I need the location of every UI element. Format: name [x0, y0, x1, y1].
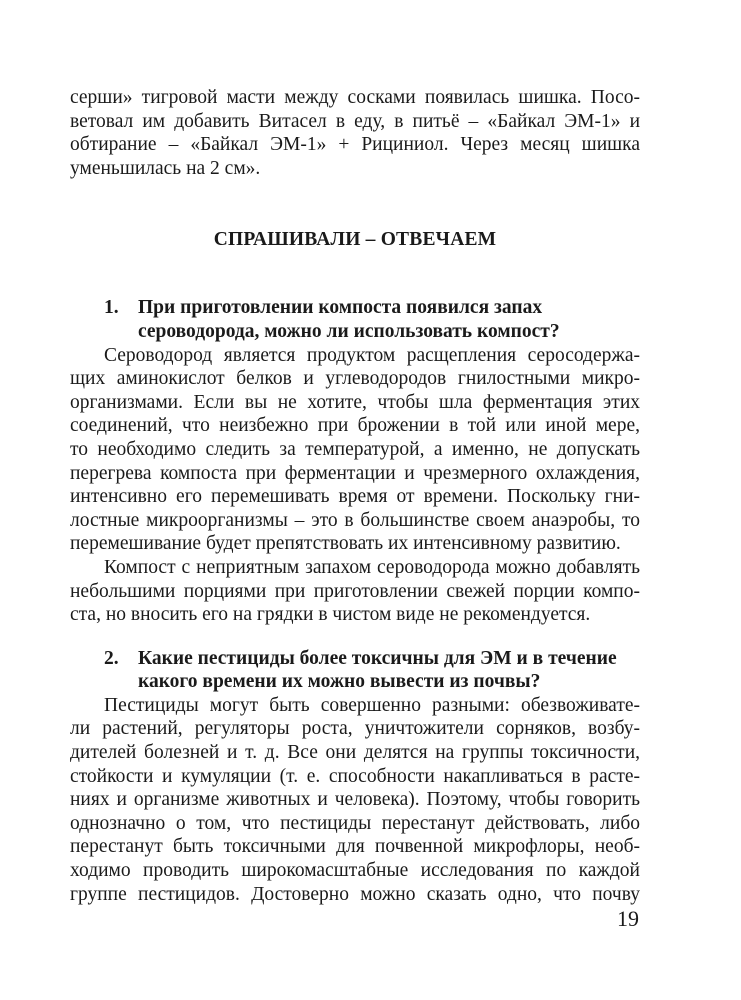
question-title-line: Какие пестициды более токсичны для ЭМ и в течение [138, 647, 617, 669]
question-title [70, 320, 640, 344]
text-line: перемешивание будет препятствовать их интенсивному развитию. [70, 533, 621, 555]
intro-paragraph [70, 86, 640, 180]
text-line: серши» тигровой масти между сосками появилась шишка. Посо- [70, 87, 640, 108]
text-line: стойкости и кумуляции (т. е. способности накапливаться в расте- [70, 765, 640, 787]
text-line: небольшими порциями при приготовлении свежей порции компо- [70, 580, 640, 602]
text-line: ниях и организме животных и человека). Поэтому, чтобы говорить [70, 789, 640, 811]
question-title-line: При приготовлении компоста появился запах [138, 297, 543, 319]
section-title: СПРАШИВАЛИ – ОТВЕЧАЕМ [213, 229, 497, 251]
text-line: Сероводород является продуктом расщепления серосодержа- [104, 344, 640, 366]
answer-paragraph [70, 556, 640, 627]
text-line: ли растений, регуляторы роста, уничтожители сорняков, возбу- [70, 718, 640, 740]
text-line: щих аминокислот белков и углеводородов гнилостными микро- [70, 368, 640, 390]
answer-paragraph [70, 344, 640, 556]
text-line: группе пестицидов. Достоверно можно сказать одно, что почву [70, 883, 640, 905]
answer-paragraph [70, 694, 640, 906]
text-line: ветовал им добавить Витасел в еду, в питьё – «Байкал ЭМ-1» и [70, 110, 640, 132]
text-line: уменьшилась на 2 см». [70, 157, 261, 179]
text-line: то необходимо следить за температурой, а именно, не допускать [70, 438, 640, 460]
text-line: однозначно о том, что пестициды перестанут действовать, либо [70, 812, 640, 834]
question-1 [70, 296, 640, 626]
question-title [70, 296, 640, 320]
page-body [70, 86, 640, 906]
text-line: обтирание – «Байкал ЭМ-1» + Рициниол. Через месяц шишка [70, 134, 640, 156]
text-line: перегрева компоста при ферментации и чрезмерного охлаждения, [70, 462, 640, 484]
question-number: 1. [104, 297, 119, 319]
text-line: дителей болезней и т. д. Все они делятся на группы токсичности, [70, 742, 640, 764]
question-title-line: какого времени их можно вывести из почвы? [138, 671, 541, 693]
text-line: ходимо проводить широкомасштабные исследования по каждой [70, 860, 640, 882]
question-title-line: сероводорода, можно ли использовать компост? [138, 320, 560, 342]
text-line: соединений, что неизбежно при брожении в той или иной мере, [70, 415, 640, 437]
question-title [70, 670, 640, 694]
text-line: перестанут быть токсичными для почвенной микрофлоры, необ- [70, 836, 640, 858]
text-line: организмами. Если вы не хотите, чтобы шла ферментация этих [70, 391, 640, 413]
question-2 [70, 647, 640, 907]
text-line: Компост с неприятным запахом сероводорода можно добавлять [104, 556, 640, 578]
text-line: интенсивно его перемешивать время от времени. Поскольку гни- [70, 486, 640, 508]
text-line: Пестициды могут быть совершенно разными: обезвоживате- [104, 694, 640, 716]
text-line: лостные микроорганизмы – это в большинстве своем анаэробы, то [70, 509, 640, 531]
text-line: ста, но вносить его на грядки в чистом виде не рекомендуется. [70, 604, 591, 626]
question-number: 2. [104, 647, 119, 669]
page-number: 19 [617, 906, 639, 931]
question-title [70, 647, 640, 671]
